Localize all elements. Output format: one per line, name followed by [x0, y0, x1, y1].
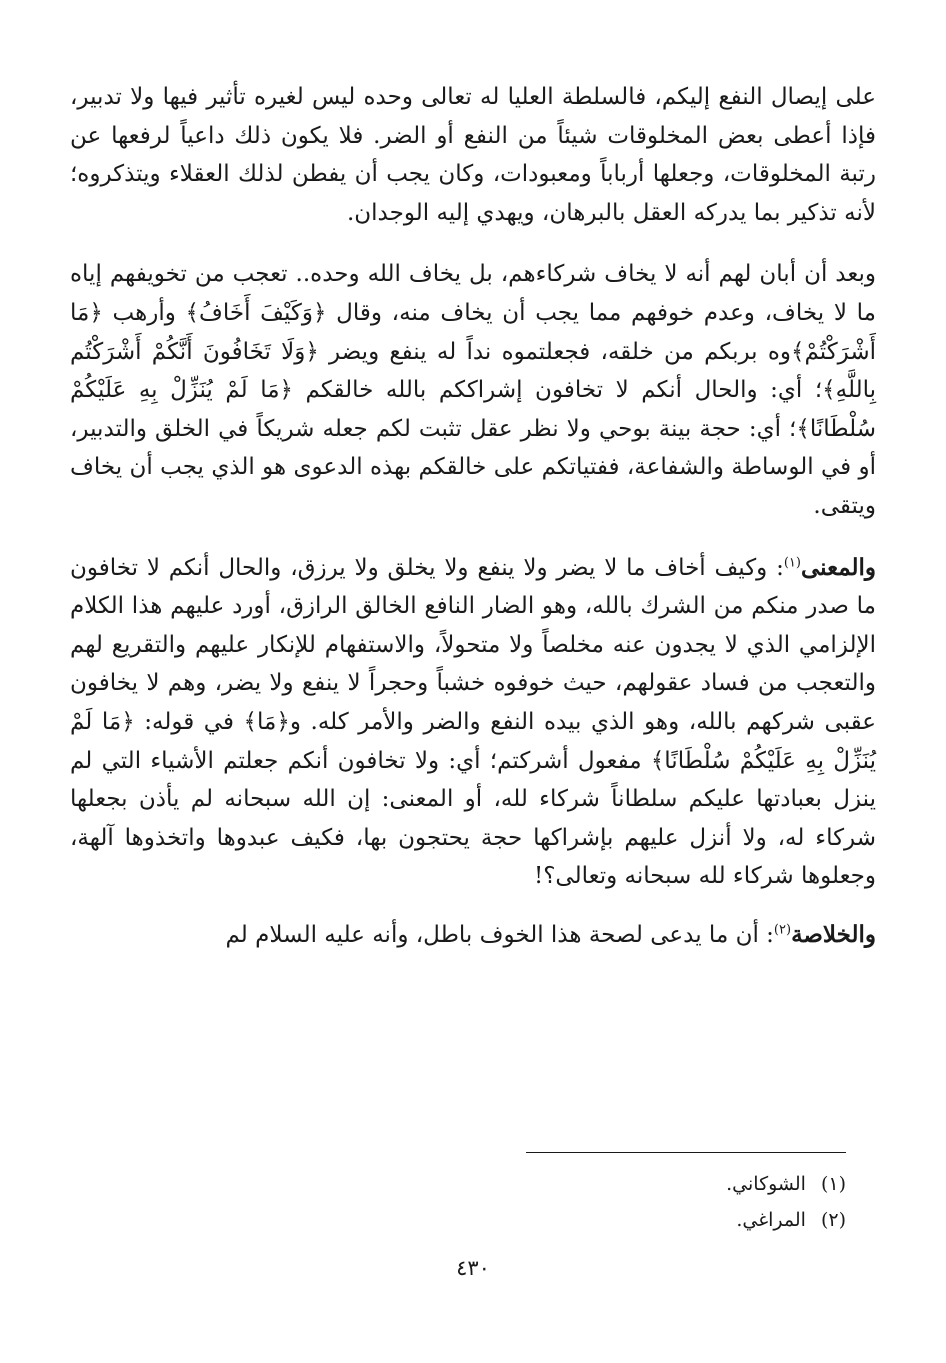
paragraph-3 [70, 549, 876, 896]
paragraph-4-lead: والخلاصة [791, 920, 876, 948]
paragraph-4-text: : أن ما يدعى لصحة هذا الخوف باطل، وأنه عليه السلام لم [225, 921, 774, 948]
footnote-2-number: (٢) [820, 1209, 846, 1231]
paragraph-3-lead: والمعنى [800, 553, 876, 581]
footnote-2 [426, 1202, 846, 1238]
footnote-ref-2: (٢) [773, 922, 792, 938]
footnote-1-number: (١) [820, 1173, 846, 1195]
paragraph-4 [70, 916, 876, 955]
footnote-separator [526, 1152, 846, 1153]
footnote-2-text: المراغي. [736, 1209, 806, 1231]
footnote-1 [426, 1166, 846, 1202]
page-body [70, 78, 876, 954]
footnotes [426, 1166, 846, 1238]
footnote-ref-1: (١) [783, 554, 801, 570]
paragraph-2: وبعد أن أبان لهم أنه لا يخاف شركاءهم، بل يخاف الله وحده.. تعجب من تخويفهم إياه ما لا يخاف، وعدم خوفهم مما يجب أن يخاف منه، وقال ﴿وَكَيْفَ أَخَافُ﴾ وأرهب ﴿مَا أَشْرَكْتُمْ﴾وه بربكم من خلقه، فجعلتموه نداً له ينفع ويضر ﴿وَلَا تَخَافُونَ أَنَّكُمْ أَشْرَكْتُم بِاللَّهِ﴾؛ أي: والحال أنكم لا تخافون إشراككم بالله خالقكم ﴿مَا لَمْ يُنَزِّلْ بِهِ عَلَيْكُمْ سُلْطَانًا﴾؛ أي: حجة بينة بوحي ولا نظر عقل تثبت لكم جعله شريكاً في الخلق والتدبير، أو في الوساطة والشفاعة، ففتياتكم على خالقكم بهذه الدعوى هو الذي يجب أن يخاف ويتقى. [70, 261, 876, 519]
paragraph-1: على إيصال النفع إليكم، فالسلطة العليا له تعالى وحده ليس لغيره تأثير فيها ولا تدبير، فإذا أعطى بعض المخلوقات شيئاً من النفع أو الضر. فلا يكون ذلك داعياً لرفعها عن رتبة المخلوقات، وجعلها أرباباً ومعبودات، وكان يجب أن يفطن لذلك العقلاء ويتذكروه؛ لأنه تذكير بما يدركه العقل بالبرهان، ويهدي إليه الوجدان. [70, 84, 876, 226]
page-number: ٤٣٠ [456, 1256, 490, 1280]
footnote-1-text: الشوكاني. [726, 1173, 806, 1195]
paragraph-3-text: : وكيف أخاف ما لا يضر ولا ينفع ولا يخلق ولا يرزق، والحال أنكم لا تخافون ما صدر منكم من الشرك بالله، وهو الضار النافع الخالق الرازق، أورد عليهم هذا الكلام الإلزامي الذي لا يجدون عنه مخلصاً ولا متحولاً، والاستفهام للإنكار عليهم والتقريع لهم والتعجب من فساد عقولهم، حيث خوفوه خشباً وحجراً لا ينفع ولا يضر، وهم لا يخافون عقبى شركهم بالله، وهو الذي بيده النفع والضر والأمر كله. و﴿مَا﴾ في قوله: ﴿مَا لَمْ يُنَزِّلْ بِهِ عَلَيْكُمْ سُلْطَانًا﴾ مفعول أشركتم؛ أي: ولا تخافون أنكم جعلتم الأشياء التي لم ينزل بعبادتها عليكم سلطاناً شركاء لله، أو المعنى: إن الله سبحانه لم يأذن بجعلها شركاء له، ولا أنزل عليهم بإشراكها حجة يحتجون بها، فكيف عبدوها واتخذوها آلهة، وجعلوها شركاء لله سبحانه وتعالى؟! [70, 554, 876, 890]
